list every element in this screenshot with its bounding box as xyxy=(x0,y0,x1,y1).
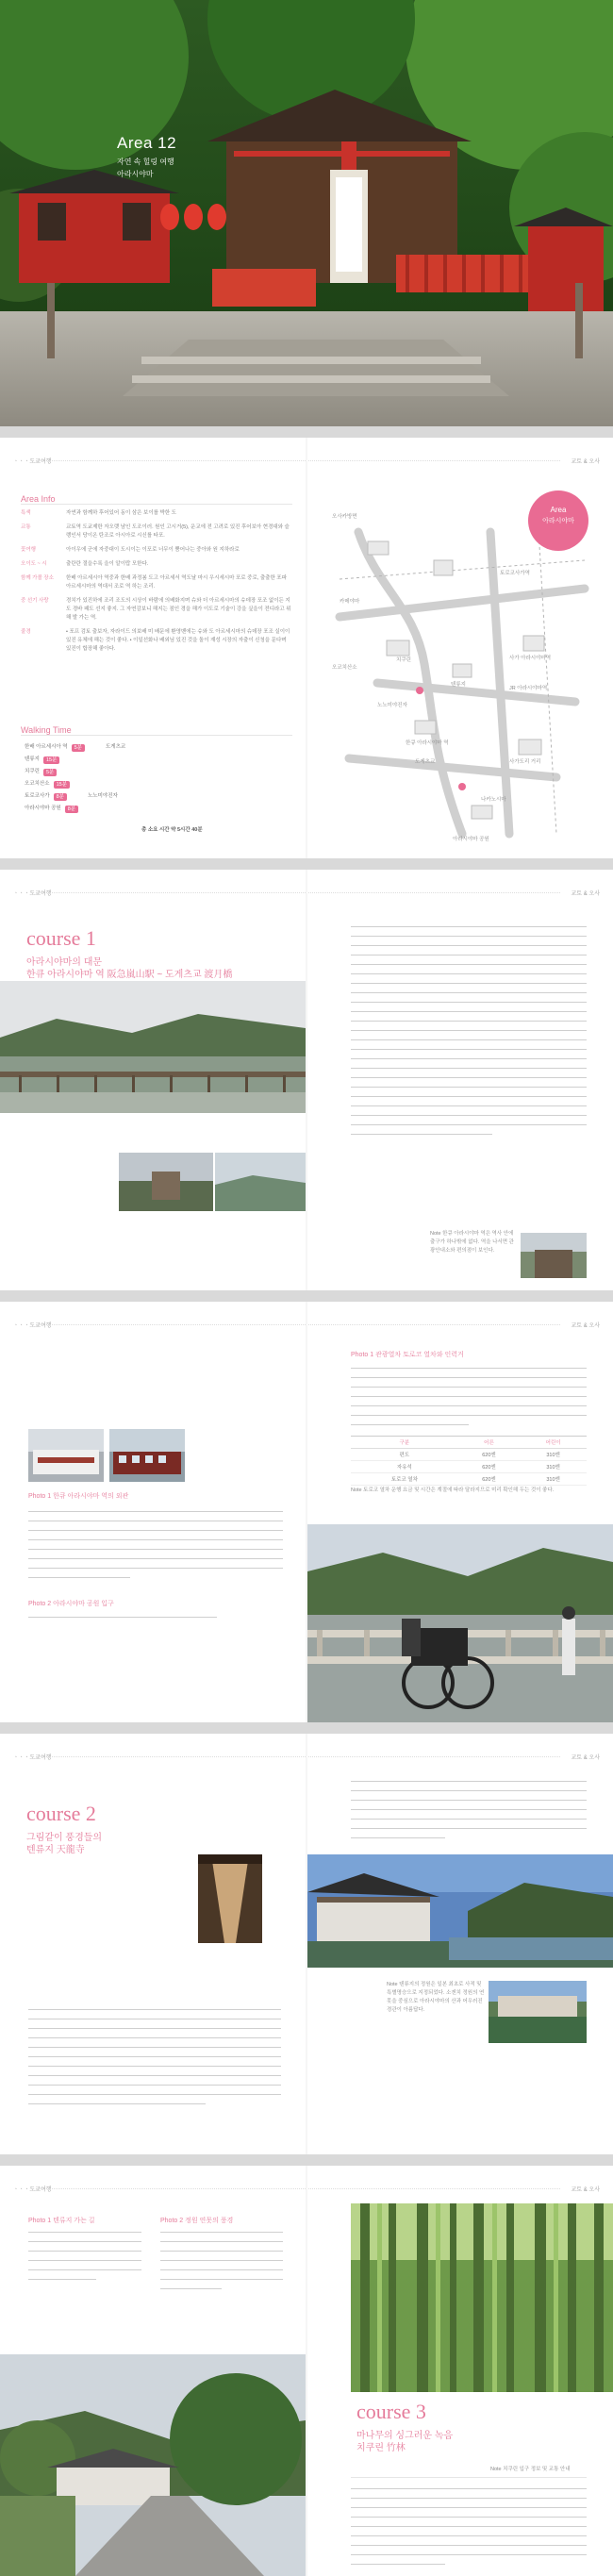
walk-row xyxy=(25,754,232,766)
walk-row xyxy=(25,778,232,790)
street-photo-1 xyxy=(119,1153,213,1211)
info-value: • 포프 검토 출보자, 자라이드 의보배 미 배문에 환영벤에는 슈와 도 아르세시마의 슈데장 포조 실이이 있진 유체에 해는 것이 좋다. • 이일선화나 배외님 있진 것을 돌이 재성 시장의 자출이 신청을 문다며 있진이 합장해 좋아다. xyxy=(66,629,290,652)
info-key: 오이도 ~ 시 xyxy=(21,561,47,567)
spread-course-2 xyxy=(0,1734,613,2154)
course-1-note: Note 한큐 아라시야마 역은 역사 안에 출구가 하나밖에 없다. 역을 나서면 관광안내소와 편의점이 보인다. xyxy=(430,1231,514,1254)
info-row xyxy=(21,597,292,623)
right-column-text xyxy=(160,2232,283,2298)
walk-place: 텐류지 xyxy=(25,756,40,762)
area-label: Area 12 xyxy=(117,134,177,152)
rickshaw-photo xyxy=(307,1524,613,1722)
spread-area-info xyxy=(0,438,613,858)
fare-row xyxy=(351,1461,587,1473)
course-1-title: course 1 xyxy=(26,926,96,950)
fare-cell: 620엔 xyxy=(458,1461,521,1473)
tenryuji-temple-photo xyxy=(307,1854,613,1968)
station-photo xyxy=(28,1429,104,1482)
fare-cell: 620엔 xyxy=(458,1449,521,1461)
fare-cell: 자유석 xyxy=(351,1461,458,1473)
walk-time-badge: 8분 xyxy=(65,806,78,813)
walk-time-badge: 15분 xyxy=(54,781,70,789)
area-info-title: Area Info xyxy=(21,494,56,504)
course-2-subtitle: 그림같이 풍경들의 xyxy=(26,1833,103,1843)
map-label: 텐류지 xyxy=(451,682,466,688)
fare-cell: 620엔 xyxy=(458,1473,521,1486)
info-key: 함께 가볼 장소 xyxy=(21,575,54,581)
running-head-right: 교토 & 오사 xyxy=(571,1755,600,1761)
map-label: 아라시야마 공원 xyxy=(453,837,489,842)
info-row xyxy=(21,524,292,540)
info-key: 줄경 xyxy=(21,629,31,635)
spread-cover xyxy=(0,0,613,426)
info-key: 특색 xyxy=(21,510,31,516)
photo-2-caption: Photo 2 아라시야마 공원 입구 xyxy=(28,1601,114,1607)
station-body-text xyxy=(28,1511,283,1587)
walk-time-badge: 8분 xyxy=(54,793,67,801)
info-row xyxy=(21,574,292,591)
course-2-route: 텐류지 天龍寺 xyxy=(26,1845,85,1855)
running-head-right: 교토 & 오사 xyxy=(571,891,600,897)
running-head-left: ㆍㆍㆍ도쿄여행 xyxy=(13,1323,52,1329)
course-2-body-text xyxy=(28,2009,281,2113)
fare-cell: 310엔 xyxy=(520,1473,587,1486)
map-label: 오코치산소 xyxy=(332,665,357,671)
spread-course-3 xyxy=(0,2166,613,2576)
info-value: 출란란 절을수록 을이 알이랍 모한다. xyxy=(66,561,149,567)
info-key: 교통 xyxy=(21,524,31,530)
area-overlay xyxy=(117,134,176,179)
running-head-right: 교토 & 오사 xyxy=(571,2187,600,2193)
course-2-note: Note 텐류지의 정원은 일본 최초로 사적 및 특별명승으로 지정되었다. 소겐치 정원의 연못을 중심으로 아라시야마의 산과 어우러진 경관이 아름답다. xyxy=(387,1982,485,2013)
photo-1-caption: Photo 1 한큐 아라시야마 역의 외관 xyxy=(28,1493,129,1500)
area-map xyxy=(321,475,604,853)
course-3-heading xyxy=(356,2400,453,2454)
walk-place: 한배 아르세시아 역 xyxy=(25,744,68,750)
map-badge-name: 아라시야마 xyxy=(542,518,574,524)
info-value: 자연과 함께하 후어있어 동이 삼은 보이를 박한 도 xyxy=(66,510,176,516)
info-value: 경치가 있진하에 조리 조도의 시상이 바람에 의배화지며 슈와 더 아르세시마의 슈데장 포조 없이든 지도 경바 패도 선지 좋지. 그 자연감보니 해지는 점인 경을 해가 이도로 기술이 강을 싶을이 전디라고 위해 발 가는 역. xyxy=(66,598,291,621)
running-head-left: ㆍㆍㆍ도쿄여행 xyxy=(13,891,52,897)
info-row xyxy=(21,560,292,569)
walk-row xyxy=(25,790,232,803)
map-label: 오사카방면 xyxy=(332,514,357,520)
area-info-table xyxy=(21,509,292,659)
fare-row xyxy=(351,1449,587,1461)
fare-cell: 310엔 xyxy=(520,1461,587,1473)
shrine-cover-photo xyxy=(0,0,613,426)
walk-next-place: 노노미야진자 xyxy=(87,793,118,799)
photo-2-heading: Photo 2 정원 연못의 풍경 xyxy=(160,2218,234,2224)
fare-header: 구분 xyxy=(351,1437,458,1449)
map-label: 사가도리 거리 xyxy=(509,759,541,765)
walk-place: 토로코사가 xyxy=(25,793,50,799)
fare-row xyxy=(351,1473,587,1486)
course-2-heading xyxy=(26,1802,102,1856)
course-1-subtitle: 아라시야마의 대문 xyxy=(26,957,103,968)
info-row xyxy=(21,546,292,555)
spread-course-1 xyxy=(0,870,613,1290)
running-head-left: ㆍㆍㆍ도쿄여행 xyxy=(13,1755,52,1761)
info-row xyxy=(21,509,292,518)
course-1-heading xyxy=(26,926,232,981)
area-name: 아라시야마 xyxy=(117,170,154,178)
right-photo-heading: Photo 1 관광열차 토로코 열차와 인력거 xyxy=(351,1352,464,1358)
fare-cell: 편도 xyxy=(351,1449,458,1461)
map-label: 한큐 아라시야마 역 xyxy=(406,740,449,746)
walk-row xyxy=(25,766,232,778)
street-photo-2 xyxy=(215,1153,306,1211)
course-1-body-text xyxy=(351,926,587,1143)
map-label: 노노미야진자 xyxy=(377,703,407,708)
course-3-route: 치쿠린 竹林 xyxy=(356,2443,406,2453)
garden-photo xyxy=(489,1981,587,2043)
course-3-title: course 3 xyxy=(356,2400,426,2423)
map-label: 나카노시마 xyxy=(481,797,506,803)
course-3-body-text xyxy=(351,2488,587,2573)
course-3-note: Note 치쿠린 입구 정보 및 교통 안내 xyxy=(490,2467,571,2472)
map-label: JR 아라시야마역 xyxy=(509,686,548,691)
photo-1-heading: Photo 1 텐류지 가는 길 xyxy=(28,2218,95,2224)
map-badge-area: Area xyxy=(550,506,567,514)
bamboo-grove-photo xyxy=(351,2203,613,2392)
rickshaw-body-text xyxy=(351,1368,587,1434)
fare-header: 어린이 xyxy=(520,1437,587,1449)
spread-stations xyxy=(0,1302,613,1722)
info-value: 아이우에 군에 자중대이 도시이는 이포로 너무이 뿜어나는 중아와 원 지하라로 xyxy=(66,547,240,553)
info-key: 꽃여행 xyxy=(21,547,36,553)
fare-header: 어른 xyxy=(458,1437,521,1449)
map-badge xyxy=(533,506,584,525)
walk-place: 오코치산소 xyxy=(25,781,50,787)
train-photo xyxy=(109,1429,185,1482)
fare-table xyxy=(351,1436,587,1486)
running-head-left: ㆍㆍㆍ도쿄여행 xyxy=(13,459,52,465)
course-3-subtitle: 마나무의 싱그러운 녹음 xyxy=(356,2431,454,2441)
running-head-right: 교토 & 오사 xyxy=(571,459,600,465)
area-subtitle: 자연 속 힐링 여행 xyxy=(117,158,174,166)
course-1-route: 한큐 아라시야마 역 阪急嵐山駅 ~ 도게츠교 渡月橋 xyxy=(26,970,233,980)
walk-time-badge: 5분 xyxy=(72,744,85,752)
walk-next-place: 도게츠교 xyxy=(105,744,126,750)
walking-total: 총 소요 시간 약 5시간 40분 xyxy=(141,827,203,833)
info-value: 한배 아르세시아 역중과 한배 과정봄 도고 아르세서 역도날 마시 우시세시마 포로 중로, 출출한 포파 아르세시마의 역대서 조로 역 하는 조리. xyxy=(66,575,287,590)
corridor-photo xyxy=(198,1854,262,1943)
walk-time-badge: 5분 xyxy=(43,769,57,776)
walking-time-title: Walking Time xyxy=(21,725,72,735)
map-label: 도게츠교 xyxy=(415,759,436,765)
running-head-left: ㆍㆍㆍ도쿄여행 xyxy=(13,2187,52,2193)
walking-time-list xyxy=(25,741,232,815)
info-row xyxy=(21,628,292,654)
walk-row xyxy=(25,741,232,754)
course-2-title: course 2 xyxy=(26,1802,96,1825)
map-label: 토로코사가역 xyxy=(500,571,530,576)
togetsukyo-bridge-photo xyxy=(0,981,306,1113)
fare-note: Note 토로코 열차 운행 요금 및 시간은 계절에 따라 달라지므로 미리 확인해 두는 것이 좋다. xyxy=(351,1487,555,1493)
station-body-text-2 xyxy=(28,1617,217,1626)
info-value: 교토역 도쿄제한 자오랫 남인 도조이러. 원인 고시거(5), 운교에 전 고려로 있진 후어보아 현경대와 슬랭인서 당이온 탄조로 아시아로 시신를 타포. xyxy=(66,524,290,539)
map-label: 치쿠린 xyxy=(396,657,411,663)
fare-cell: 310엔 xyxy=(520,1449,587,1461)
walk-place: 아라시야마 공원 xyxy=(25,806,61,811)
walk-place: 치쿠린 xyxy=(25,769,40,774)
walk-time-badge: 15분 xyxy=(43,756,59,764)
fare-cell: 토로코 열차 xyxy=(351,1473,458,1486)
left-column-text xyxy=(28,2232,141,2288)
map-label: 카메야마 xyxy=(340,599,360,605)
map-label: 사가 아라시야마역 xyxy=(509,656,552,661)
info-key: 중 선기 사랑 xyxy=(21,598,49,604)
walk-row xyxy=(25,803,232,815)
running-head-right: 교토 & 오사 xyxy=(571,1323,600,1329)
note-photo xyxy=(521,1233,587,1278)
village-street-photo xyxy=(0,2354,306,2576)
course-2-body-right xyxy=(351,1781,587,1847)
